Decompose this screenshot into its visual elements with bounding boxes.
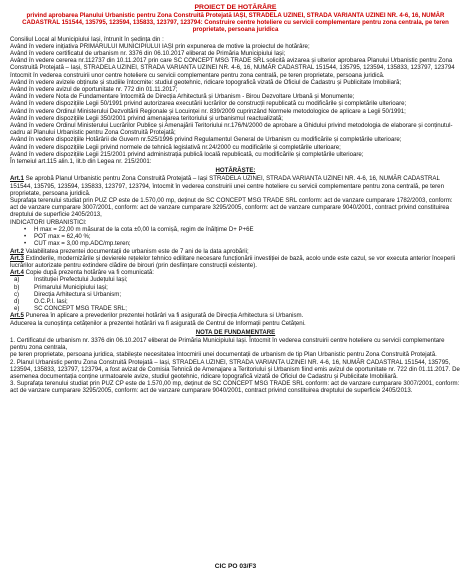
recipient-name: SC CONCEPT MSG TRADE SRL;: [34, 305, 127, 313]
article-3-text: Extinderile, modernizările și devierele rețelelor tehnico edilitare necesare funcționării investiției de bază, acolo unde este cazul, se vor executa anterior începerii lucrărilor autorizate pentru extindere clădire de birouri (prin desființare construcții existente).: [10, 254, 456, 269]
recipient-row: [14, 305, 461, 312]
nota-line: 1. Certificatul de urbanism nr. 3376 din 06.10.2017 eliberat de Primăria Municipiului Iași. Întocmit în vederea construirii centre hoteliere cu servicii complementare pentru zona centrala,: [10, 336, 445, 352]
preamble-line: Având în vedere Ordinul Ministerului Dezvoltării Regionale și Locuinței nr. 839/2009 cuprinzând Normele metodologice de aplicare a Legii 50/1991;: [10, 107, 406, 115]
preamble-line: Consiliul Local al Municipiului Iași, întrunit în ședința din :: [10, 35, 164, 43]
article-4-text: Copie după prezenta hotărâre va fi comunicată:: [23, 269, 154, 277]
indicators-list: [24, 226, 461, 248]
recipient-letter: e): [14, 305, 20, 313]
preamble-line: Având în vedere dispozițiile Legii 215/2001 privind administrația publică locală republicată, cu modificările și completările ulterioare;: [10, 150, 364, 158]
recipient-name: O.C.P.I. Iasi;: [34, 297, 68, 305]
recipient-name: Direcția Arhitectura si Urbanism;: [34, 290, 122, 298]
recipient-row: [14, 276, 461, 283]
recipient-row: [14, 298, 461, 305]
nota-line: 3. Suprafața terenului studiat prin PUZ CP este de 1.570,00 mp, deținut de SC CONCEPT MSG TRADE SRL conform: act de vanzare cumparare 3007/2001, conform: act de vanzare cumparare 3295/2005, conform: act de vanzare cumparare 9040/2001, contract privind constituirea dreptului de superficie 2405/2013.: [10, 380, 460, 395]
preamble-line: Având în vedere dispozițiile Legii 50/1991 privind autorizarea executării lucrărilor de construcții republicată cu modificările și completările ulterioare;: [10, 100, 407, 108]
indicator-label: CUT max = 3,00 mp.ADC/mp.teren;: [34, 240, 131, 248]
article-2-label: Art.2: [10, 247, 24, 255]
document-title: PROIECT DE HOTĂRÂRE: [194, 4, 277, 11]
preamble: [10, 36, 461, 166]
recipient-letter: b): [14, 283, 20, 291]
bullet-icon: •: [24, 225, 27, 233]
article-1-surface: Suprafața terenului studiat prin PUZ CP este de 1.570,00 mp, deținut de SC CONCEPT MSG TRADE SRL conform: act de vanzare cumparare 1782/2003, conform: act de vanzare cumparare 3007/2001, conform: act de vanzare cumparare 3295/2005, conform: act de vanzare cumparare 9040/2001, contract privind constituirea dreptului de superficie 2405/2013,: [10, 197, 453, 219]
nota-line: pe teren proprietate, persoana juridica, stabilește necesitatea întocmirii unei documentații de urbanism de tip Plan Urbanistic pentru Zona Construită Protejată.: [10, 351, 437, 359]
preamble-line: Având în vedere inițiativa PRIMARULUI MUNICIPIULUI IAȘI prin expunerea de motive la proiectul de hotărâre;: [10, 42, 310, 50]
article-5-text2: Aducerea la cunoștința cetățenilor a prezentei hotărâri va fi asigurată de Centrul de Informații pentru Cetățeni.: [10, 319, 306, 327]
nota-section: [10, 337, 461, 395]
recipient-row: [14, 284, 461, 291]
preamble-line: Având în vedere dispozițiile Hotărârii de Guvern nr.525/1996 privind Regulamentul General de Urbanism cu modificările și completările ulterioare;: [10, 136, 402, 144]
recipients-list: [10, 276, 461, 312]
indicator-label: POT max = 62,40 %;: [34, 233, 91, 241]
article-3-label: Art.3: [10, 254, 24, 262]
bullet-icon: •: [24, 233, 27, 241]
article-5: [10, 312, 461, 319]
preamble-line: Având în vedere dispozițiile Legii privind normele de tehnică legislativă nr.24/2000 cu modificările și completările ulterioare;: [10, 143, 341, 151]
recipient-row: [14, 291, 461, 298]
indicator-label: H max = 22,00 m măsurat de la cota ±0,00 la cornișă, regim de înălțime D+ P+6E: [34, 225, 254, 233]
preamble-line: Având în vedere dispozițiile Legii 350/2001 privind amenajarea teritoriului și urbanismul reactualizată;: [10, 114, 283, 122]
nota-line: 2. Planul Urbanistic pentru Zona Construită Protejată – Iași, STRADELA UZINEI, STRADA VARIANTA UZINEI NR. 4-6, 16, NUMĂR CADASTRAL 151544, 135795, 123594, 135833, 123797, 123794, a fost avizat de Comisia Tehnică de Amenajare a Teritoriului și Urbanism fiind emis avizul de oportunitate nr. 722 din 01.11.2017. De asemenea documentația conține urmatoarele avize, studiul geotehnic, ridicare topografică vizată de Oficiul de Cadastru și Publicitate Imobiliară.: [10, 358, 460, 380]
preamble-line: Având în vedere Ordinul Ministerului Lucrărilor Publice și Amenajării Teritoriului nr.176/N/2000 de aprobare a Ghidului privind metodologia de elaborare și conținutul-cadru al Planului Urbanistic pentru Zona Construită Protejată;: [10, 122, 453, 137]
article-3: [10, 255, 461, 269]
recipient-letter: d): [14, 297, 20, 305]
preamble-line: Având în vedere avizele obținute și studiile întocmite: studiul geotehnic, ridicare topografică vizată de Oficiul de Cadastru și Publicitate Imobiliară;: [10, 78, 402, 86]
article-1: [10, 175, 461, 197]
indicator-row: [24, 240, 461, 247]
preamble-line: Având în vedere cererea nr.112737 din 10.11.2017 prin care SC CONCEPT MSG TRADE SRL solicită avizarea și ulterior aprobarea Planului Urbanistic pentru Zona Construită Protejată – Iași, STRADELA UZINEI, STRADA VARIANTA UZINEI NR. 4-6, 16, NUMĂR CADASTRAL 151544, 135795, 123594, 135833, 123797, 123794 întocmit în vederea construirii unor centre hoteliere cu servicii complementare pentru zona centrală, pe teren proprietate, persoana juridică.: [10, 57, 455, 79]
indicator-row: [24, 226, 461, 233]
recipient-letter: a): [14, 276, 20, 284]
preamble-line: Având în vedere certificatul de urbanism nr. 3376 din 06.10.2017 eliberat de Primăria Municipiului Iași;: [10, 50, 286, 58]
article-4: [10, 269, 461, 276]
recipient-letter: c): [14, 290, 20, 298]
article-5-label: Art.5: [10, 312, 24, 320]
article-1-label: Art.1: [10, 175, 24, 183]
footer-code: CIC PO 03/F3: [214, 562, 257, 570]
indicator-row: [24, 233, 461, 240]
article-2-text: Valabilitatea prezentei documentații de urbanism este de 7 ani de la data aprobării;: [23, 247, 249, 255]
preamble-line: În temeiul art.115 alin.1, lit.b din Legea nr. 215/2001:: [10, 158, 152, 166]
preamble-line: Având în vedere Nota de Fundamentare întocmită de Direcția Arhitectură și Urbanism - Birou Dezvoltare Urbană și Monumente;: [10, 93, 355, 101]
indicators-title: INDICATORI URBANISTICI:: [10, 218, 87, 226]
hotaraste-heading: HOTĂRĂȘTE:: [215, 167, 256, 175]
preamble-line: Având în vedere avizul de oportunitate nr. 772 din 01.11.2017;: [10, 86, 178, 94]
article-1-text: Se aprobă Planul Urbanistic pentru Zona Construită Protejată – Iași STRADELA UZINEI, STRADA VARIANTA UZINEI NR. 4-6, 16, NUMĂR CADASTRAL 151544, 135795, 123594, 135833, 123797, 123794, întocmit în vederea construirii unei centre hoteliere cu servicii complementare pentru zona centrală, pe teren proprietate, persoana juridică.: [10, 175, 444, 197]
article-4-label: Art.4: [10, 269, 24, 277]
bullet-icon: •: [24, 240, 27, 248]
article-5-text: Punerea în aplicare a prevederilor prezentei hotărâri va fi asigurată de Direcția Arhitectura si Urbanism.: [23, 312, 304, 320]
article-2: [10, 248, 461, 255]
recipient-name: Instituției Prefectului Județului Iași;: [34, 276, 128, 284]
document-subtitle: privind aprobarea Planului Urbanistic pentru Zona Construită Protejată IAȘI, STRADELA UZINEI, STRADA VARIANTA UZINEI NR. 4-6, 16, NUMĂR CADASTRAL 151544, 135795, 123594, 135833, 123797, 123794: Construire centre hoteliere cu servicii complementare pentru zona centrala, pe teren proprietate, persoana juridica: [22, 12, 449, 34]
nota-title: NOTA DE FUNDAMENTARE: [195, 328, 276, 336]
recipient-name: Primarului Municipiului Iași;: [34, 283, 108, 291]
